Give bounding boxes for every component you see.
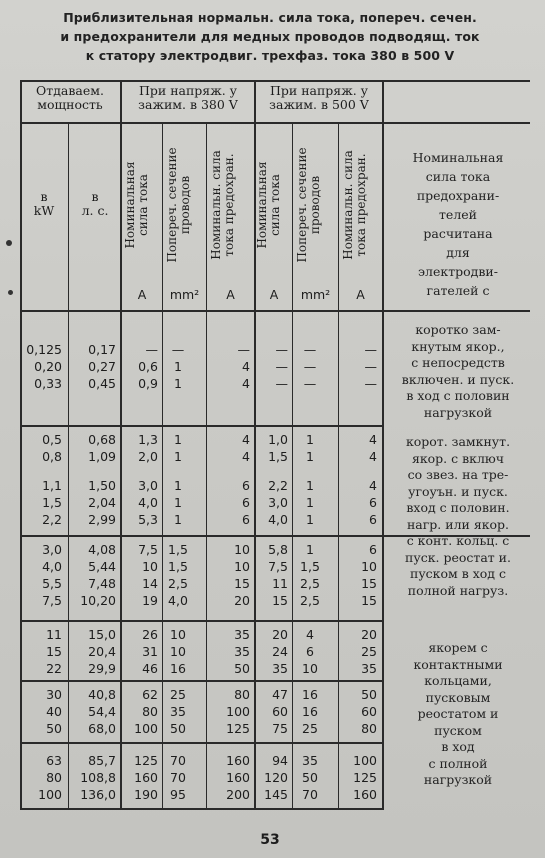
data-table	[20, 80, 530, 820]
title-line-2: и предохранители для медных проводов подводящ. ток	[60, 29, 480, 44]
table-cell: 4,0	[268, 512, 288, 527]
table-cell: 125	[134, 753, 158, 768]
col-fuse-380: Номинальн. сила тока предохран.	[209, 150, 236, 260]
col-current-500: Номинальная сила тока	[255, 161, 282, 249]
table-cell: 1,5	[168, 559, 188, 574]
print-speck	[6, 240, 12, 246]
table-cell: 22	[46, 661, 62, 676]
table-cell: 16	[302, 687, 318, 702]
col-current-380: Номинальная сила тока	[123, 161, 150, 249]
print-speck	[8, 290, 13, 295]
table-cell: —	[303, 359, 317, 374]
table-cell: 15	[46, 644, 62, 659]
table-cell: 125	[226, 721, 250, 736]
table-cell: 2,2	[42, 512, 62, 527]
table-cell: 100	[226, 704, 250, 719]
table-cell: 1	[174, 432, 182, 447]
table-cell: 2,5	[300, 593, 320, 608]
table-cell: 1	[174, 512, 182, 527]
table-cell: 4,0	[42, 559, 62, 574]
table-cell: 11	[272, 576, 288, 591]
table-cell: 70	[302, 787, 318, 802]
note-header: Номинальная сила тока предохрани- телей расчитана для электродви- гателей с	[412, 150, 504, 298]
table-cell: 120	[264, 770, 288, 785]
table-cell: 0,9	[138, 376, 158, 391]
table-cell: 6	[369, 542, 377, 557]
table-cell: 20	[272, 627, 288, 642]
table-cell: 15	[234, 576, 250, 591]
table-cell: 1,3	[138, 432, 158, 447]
table-cell: 1,09	[88, 449, 116, 464]
table-cell: 20	[361, 627, 377, 642]
table-cell: 0,8	[42, 449, 62, 464]
table-cell: 1	[174, 376, 182, 391]
table-cell: 0,17	[88, 342, 116, 357]
table-cell: 2,5	[168, 576, 188, 591]
table-cell: 80	[234, 687, 250, 702]
table-cell: 3,0	[42, 542, 62, 557]
table-cell: 1	[306, 478, 314, 493]
header-380v: При напряж. у зажим. в 380 V	[138, 83, 238, 112]
table-cell: 4,08	[88, 542, 116, 557]
table-cell: 136,0	[80, 787, 116, 802]
table-cell: 25	[170, 687, 186, 702]
table-cell: 35	[361, 661, 377, 676]
table-cell: 1,1	[42, 478, 62, 493]
table-cell: 0,20	[34, 359, 62, 374]
table-cell: 35	[234, 644, 250, 659]
table-cell: 0,125	[26, 342, 62, 357]
table-cell: 60	[361, 704, 377, 719]
table-cell: 3,0	[268, 495, 288, 510]
table-cell: 1	[174, 478, 182, 493]
table-cell: 26	[142, 627, 158, 642]
table-cell: 1	[306, 495, 314, 510]
table-cell: —	[364, 342, 377, 357]
table-cell: 5,8	[268, 542, 288, 557]
table-cell: 5,5	[42, 576, 62, 591]
table-cell: 6	[306, 644, 314, 659]
table-cell: 1	[174, 359, 182, 374]
table-cell: 7,5	[138, 542, 158, 557]
table-cell: 80	[46, 770, 62, 785]
table-cell: 6	[242, 512, 250, 527]
table-cell: 160	[353, 787, 377, 802]
table-cell: 35	[302, 753, 318, 768]
note-group-2: корот. замкнут. якор. с включ со звез. на тре- угоуън. и пуск. вход с половин. нагр. или якор. с конт. кольц. с пуск. реостат и. пуском в ход с полной нагруз.	[405, 434, 511, 598]
table-cell: 1	[306, 449, 314, 464]
table-cell: 3,0	[138, 478, 158, 493]
table-cell: 5,3	[138, 512, 158, 527]
table-cell: 4	[242, 449, 250, 464]
table-cell: 30	[46, 687, 62, 702]
table-cell: 10,20	[80, 593, 116, 608]
table-cell: 50	[302, 770, 318, 785]
title-line-1: Приблизительная нормальн. сила тока, попереч. сечен.	[63, 10, 477, 25]
table-cell: 4	[369, 478, 377, 493]
table-cell: 4	[369, 432, 377, 447]
unit-a-380: A	[137, 287, 147, 302]
table-cell: 0,33	[34, 376, 62, 391]
table-cell: 160	[134, 770, 158, 785]
table-cell: 1	[174, 495, 182, 510]
table-cell: 1,0	[268, 432, 288, 447]
table-cell: 1	[306, 512, 314, 527]
table-cell: —	[303, 376, 317, 391]
table-cell: 20	[234, 593, 250, 608]
table-cell: 1,5	[268, 449, 288, 464]
table-cell: 35	[170, 704, 186, 719]
table-cell: 2,0	[138, 449, 158, 464]
page-number: 53	[260, 832, 280, 848]
table-cell: 0,27	[88, 359, 116, 374]
table-cell: 80	[142, 704, 158, 719]
table-cell: 6	[242, 478, 250, 493]
table-cell: 200	[226, 787, 250, 802]
table-cell: 62	[142, 687, 158, 702]
table-cell: 4,0	[168, 593, 188, 608]
table-cell: 4	[242, 376, 250, 391]
table-cell: 160	[226, 770, 250, 785]
table-cell: 100	[353, 753, 377, 768]
table-cell: 4	[242, 432, 250, 447]
table-cell: 10	[234, 542, 250, 557]
table-cell: 7,48	[88, 576, 116, 591]
table-cell: 50	[234, 661, 250, 676]
table-cell: 1,5	[168, 542, 188, 557]
table-cell: 29,9	[88, 661, 116, 676]
table-cell: 50	[361, 687, 377, 702]
table-cell: 50	[46, 721, 62, 736]
table-cell: 60	[272, 704, 288, 719]
table-cell: 40	[46, 704, 62, 719]
unit-mm2-380: mm²	[169, 287, 200, 302]
table-cell: 160	[226, 753, 250, 768]
table-cell: 145	[264, 787, 288, 802]
table-cell: 2,5	[300, 576, 320, 591]
table-cell: —	[364, 359, 377, 374]
table-cell: —	[171, 342, 185, 357]
table-cell: 2,99	[88, 512, 116, 527]
table-cell: 1	[306, 542, 314, 557]
table-cell: 63	[46, 753, 62, 768]
table-cell: 35	[234, 627, 250, 642]
table-cell: 4	[306, 627, 314, 642]
table-cell: 4	[369, 449, 377, 464]
table-cell: 10	[170, 627, 186, 642]
table-cell: 85,7	[88, 753, 116, 768]
table-cell: 15	[272, 593, 288, 608]
table-cell: 15,0	[88, 627, 116, 642]
table-cell: 0,6	[138, 359, 158, 374]
table-cell: 25	[302, 721, 318, 736]
col-section-500: Попереч. сечение проводов	[295, 147, 322, 263]
table-cell: 94	[272, 753, 288, 768]
table-cell: 10	[142, 559, 158, 574]
table-cell: 95	[170, 787, 186, 802]
table-cell: 7,5	[42, 593, 62, 608]
table-cell: 2,2	[268, 478, 288, 493]
table-cell: 10	[234, 559, 250, 574]
table-cell: 31	[142, 644, 158, 659]
table-cell: 68,0	[88, 721, 116, 736]
table-cell: 6	[369, 495, 377, 510]
table-cell: 108,8	[80, 770, 116, 785]
unit-a-fuse-380: A	[226, 287, 235, 302]
table-cell: 10	[361, 559, 377, 574]
table-cell: 20,4	[88, 644, 116, 659]
table-cell: 0,45	[88, 376, 116, 391]
table-cell: 54,4	[88, 704, 116, 719]
table-cell: 4	[242, 359, 250, 374]
title-line-3: к статору электродвиг. трехфаз. тока 380 в 500 V	[85, 48, 455, 63]
table-cell: —	[275, 359, 288, 374]
table-cell: 50	[170, 721, 186, 736]
table-cell: 10	[170, 644, 186, 659]
table-cell: 10	[302, 661, 318, 676]
table-cell: 11	[46, 627, 62, 642]
table-cell: —	[145, 342, 158, 357]
table-cell: 80	[361, 721, 377, 736]
table-cell: 6	[242, 495, 250, 510]
table-cell: 100	[38, 787, 62, 802]
table-cell: 1,5	[42, 495, 62, 510]
table-cell: —	[237, 342, 250, 357]
note-group-3: якорем с контактными кольцами, пусковым реостатом и пуском в ход с полной нагрузкой	[413, 640, 503, 787]
table-cell: 2,04	[88, 495, 116, 510]
document-title	[10, 8, 530, 65]
table-cell: 1,5	[300, 559, 320, 574]
table-cell: 190	[134, 787, 158, 802]
col-section-380: Попереч. сечение проводов	[165, 147, 192, 263]
table-cell: 5,44	[88, 559, 116, 574]
table-cell: 70	[170, 753, 186, 768]
table-cell: 1	[306, 432, 314, 447]
table-cell: 16	[302, 704, 318, 719]
table-cell: 0,5	[42, 432, 62, 447]
header-hp: в л. с.	[81, 189, 109, 218]
table-cell: 16	[170, 661, 186, 676]
note-group-1: коротко зам- кнутым якор., с непосредств включен. и пуск. в ход с половин нагрузкой	[401, 322, 515, 420]
table-cell: —	[364, 376, 377, 391]
table-cell: 47	[272, 687, 288, 702]
table-cell: 0,68	[88, 432, 116, 447]
table-cell: —	[275, 342, 288, 357]
table-cell: 35	[272, 661, 288, 676]
header-kw: в kW	[33, 189, 55, 218]
table-cell: 125	[353, 770, 377, 785]
table-cell: 15	[361, 576, 377, 591]
table-cell: 7,5	[268, 559, 288, 574]
col-fuse-500: Номинальн. сила тока предохран.	[341, 150, 368, 260]
table-cell: 70	[170, 770, 186, 785]
table-cell: 1	[174, 449, 182, 464]
header-power: Отдаваем. мощность	[36, 83, 104, 112]
table-cell: 75	[272, 721, 288, 736]
table-cell: —	[303, 342, 317, 357]
table-cell: 46	[142, 661, 158, 676]
table-cell: 100	[134, 721, 158, 736]
header-500v: При напряж. у зажим. в 500 V	[269, 83, 369, 112]
table-cell: 40,8	[88, 687, 116, 702]
table-cell: 24	[272, 644, 288, 659]
table-cell: 14	[142, 576, 158, 591]
table-cell: 6	[369, 512, 377, 527]
unit-mm2-500: mm²	[300, 287, 331, 302]
table-cell: 15	[361, 593, 377, 608]
table-cell: 19	[142, 593, 158, 608]
unit-a-fuse-500: A	[356, 287, 365, 302]
table-cell: 4,0	[138, 495, 158, 510]
table-cell: —	[275, 376, 288, 391]
table-cell: 25	[361, 644, 377, 659]
unit-a-500: A	[269, 287, 279, 302]
table-cell: 1,50	[88, 478, 116, 493]
